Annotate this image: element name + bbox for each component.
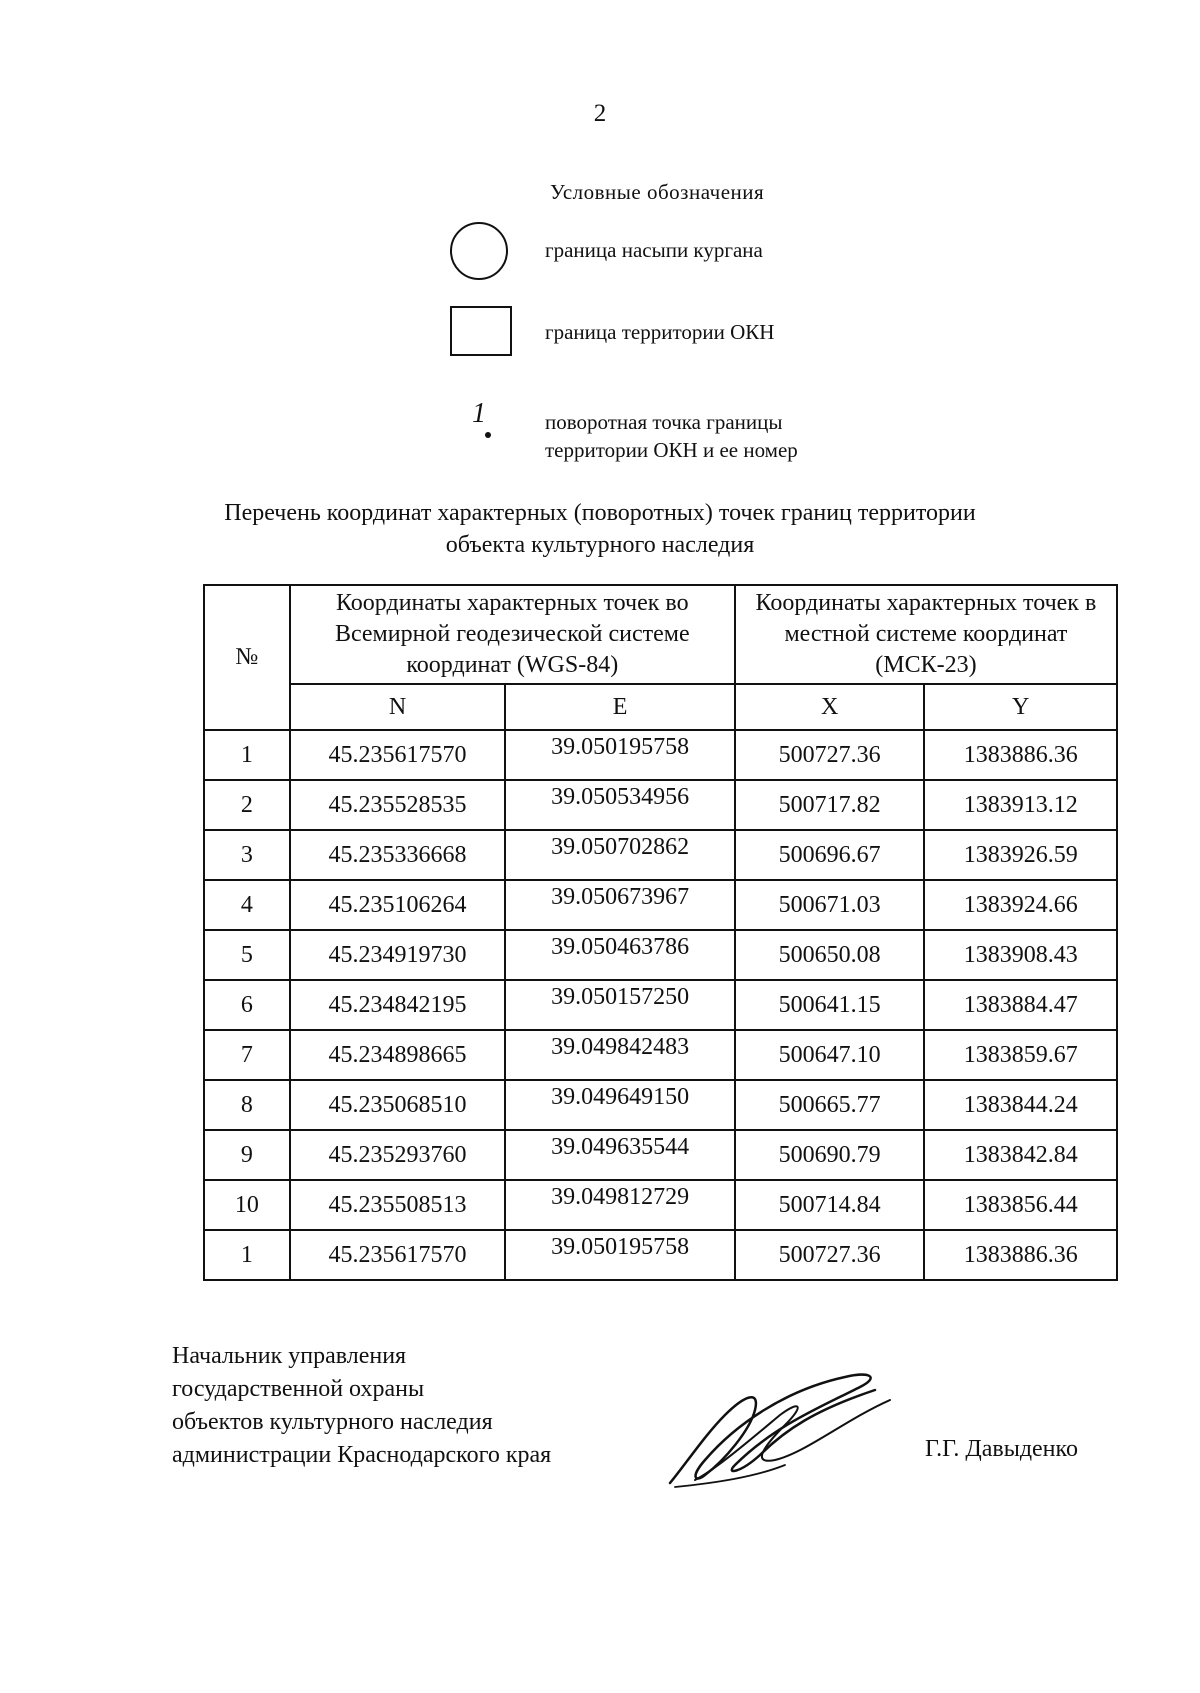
cell-num: 4	[204, 880, 290, 930]
cell-num: 2	[204, 780, 290, 830]
table-row	[204, 1080, 1117, 1130]
cell-e: 39.050195758	[505, 730, 735, 780]
cell-n: 45.235508513	[290, 1180, 506, 1230]
cell-y: 1383856.44	[924, 1180, 1117, 1230]
table-row	[204, 730, 1117, 780]
col-x-header: X	[735, 684, 925, 730]
cell-y: 1383924.66	[924, 880, 1117, 930]
handwritten-signature	[665, 1365, 895, 1495]
cell-e: 39.050195758	[505, 1230, 735, 1280]
cell-y: 1383886.36	[924, 1230, 1117, 1280]
cell-y: 1383926.59	[924, 830, 1117, 880]
cell-num: 8	[204, 1080, 290, 1130]
cell-e: 39.049649150	[505, 1080, 735, 1130]
cell-x: 500727.36	[735, 730, 925, 780]
table-row	[204, 980, 1117, 1030]
cell-n: 45.234898665	[290, 1030, 506, 1080]
cell-num: 1	[204, 730, 290, 780]
circle-icon	[450, 222, 508, 280]
cell-n: 45.235068510	[290, 1080, 506, 1130]
legend-label: граница территории ОКН	[545, 320, 775, 344]
cell-x: 500727.36	[735, 1230, 925, 1280]
table-title-line: объекта культурного наследия	[445, 532, 755, 558]
cell-num: 6	[204, 980, 290, 1030]
position-line: администрации Краснодарского края	[172, 1442, 552, 1468]
cell-x: 500717.82	[735, 780, 925, 830]
table-title-line: Перечень координат характерных (поворотных) точек границ территории	[224, 500, 976, 526]
cell-num: 3	[204, 830, 290, 880]
cell-y: 1383886.36	[924, 730, 1117, 780]
table-title	[150, 497, 1050, 561]
cell-num: 5	[204, 930, 290, 980]
cell-x: 500714.84	[735, 1180, 925, 1230]
cell-x: 500647.10	[735, 1030, 925, 1080]
cell-n: 45.235106264	[290, 880, 506, 930]
position-line: Начальник управления	[172, 1343, 407, 1369]
cell-x: 500690.79	[735, 1130, 925, 1180]
table-row	[204, 830, 1117, 880]
cell-x: 500650.08	[735, 930, 925, 980]
cell-n: 45.235528535	[290, 780, 506, 830]
legend-label-line: поворотная точка границы	[545, 410, 783, 434]
table-row	[204, 1180, 1117, 1230]
cell-e: 39.050463786	[505, 930, 735, 980]
cell-y: 1383908.43	[924, 930, 1117, 980]
cell-num: 10	[204, 1180, 290, 1230]
coordinates-table	[203, 584, 1118, 1281]
num-header: №	[204, 585, 290, 730]
cell-n: 45.234842195	[290, 980, 506, 1030]
cell-e: 39.049842483	[505, 1030, 735, 1080]
turning-point-number: 1	[472, 398, 486, 429]
cell-y: 1383913.12	[924, 780, 1117, 830]
cell-n: 45.235617570	[290, 730, 506, 780]
col-e-header: E	[505, 684, 735, 730]
legend-title: Условные обозначения	[550, 180, 765, 204]
table-row	[204, 930, 1117, 980]
table-row	[204, 1230, 1117, 1280]
col-y-header: Y	[924, 684, 1117, 730]
legend-label: граница насыпи кургана	[545, 238, 763, 262]
turning-point-icon	[450, 400, 490, 450]
cell-x: 500671.03	[735, 880, 925, 930]
signatory-position	[172, 1340, 551, 1472]
cell-y: 1383859.67	[924, 1030, 1117, 1080]
cell-e: 39.049635544	[505, 1130, 735, 1180]
legend-label-line: территории ОКН и ее номер	[545, 438, 798, 462]
cell-y: 1383844.24	[924, 1080, 1117, 1130]
col-n-header: N	[290, 684, 506, 730]
cell-e: 39.050673967	[505, 880, 735, 930]
position-line: государственной охраны	[172, 1376, 425, 1402]
cell-n: 45.235293760	[290, 1130, 506, 1180]
cell-e: 39.050534956	[505, 780, 735, 830]
cell-x: 500641.15	[735, 980, 925, 1030]
msk-header: Координаты характерных точек в местной системе координат (МСК-23)	[735, 585, 1117, 684]
cell-y: 1383842.84	[924, 1130, 1117, 1180]
turning-point-dot	[485, 432, 491, 438]
signer-name: Г.Г. Давыденко	[925, 1436, 1078, 1462]
table-row	[204, 780, 1117, 830]
cell-y: 1383884.47	[924, 980, 1117, 1030]
cell-x: 500696.67	[735, 830, 925, 880]
table-row	[204, 1130, 1117, 1180]
cell-num: 9	[204, 1130, 290, 1180]
page-number: 2	[593, 100, 607, 127]
table-row	[204, 1030, 1117, 1080]
table-row	[204, 880, 1117, 930]
square-icon	[450, 306, 512, 356]
cell-num: 7	[204, 1030, 290, 1080]
cell-n: 45.235617570	[290, 1230, 506, 1280]
cell-e: 39.049812729	[505, 1180, 735, 1230]
wgs-header: Координаты характерных точек во Всемирной геодезической системе координат (WGS-84)	[290, 585, 735, 684]
cell-e: 39.050702862	[505, 830, 735, 880]
position-line: объектов культурного наследия	[172, 1409, 493, 1435]
cell-e: 39.050157250	[505, 980, 735, 1030]
cell-n: 45.234919730	[290, 930, 506, 980]
cell-num: 1	[204, 1230, 290, 1280]
cell-n: 45.235336668	[290, 830, 506, 880]
cell-x: 500665.77	[735, 1080, 925, 1130]
